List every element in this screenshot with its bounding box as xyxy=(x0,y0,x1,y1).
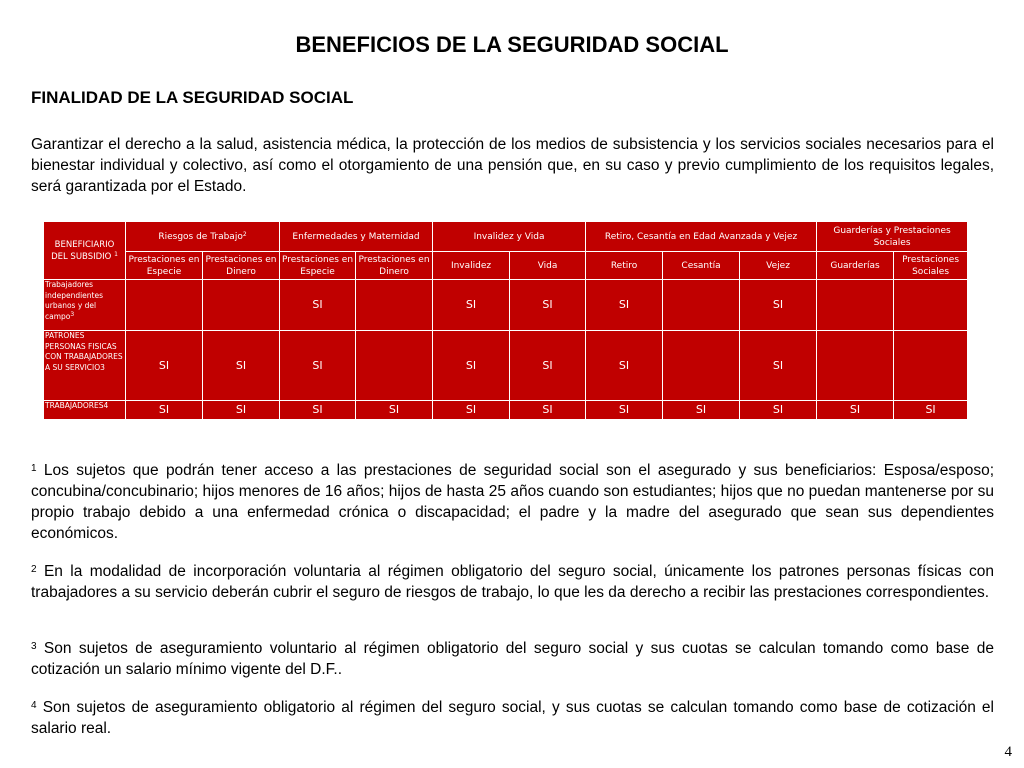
benefit-cell: SI xyxy=(126,401,203,420)
corner-header: BENEFICIARIO DEL SUBSIDIO $^1$ xyxy=(44,222,126,280)
benefit-cell: SI xyxy=(740,280,817,331)
benefit-cell: SI xyxy=(740,401,817,420)
benefit-cell xyxy=(203,280,280,331)
benefit-cell: SI xyxy=(433,401,510,420)
subheader-cell: Prestaciones en Especie xyxy=(280,252,356,280)
group-header: Retiro, Cesantía en Edad Avanzada y Vejez xyxy=(586,222,817,252)
benefit-cell: SI xyxy=(433,280,510,331)
benefit-cell xyxy=(356,280,433,331)
page-title: BENEFICIOS DE LA SEGURIDAD SOCIAL xyxy=(295,32,729,57)
group-header: Enfermedades y Maternidad xyxy=(280,222,433,252)
benefit-cell: SI xyxy=(126,331,203,401)
subheader-cell: Vejez xyxy=(740,252,817,280)
subheader-cell: Guarderías xyxy=(817,252,894,280)
subheader-cell: Prestaciones en Dinero xyxy=(203,252,280,280)
benefit-cell xyxy=(126,280,203,331)
subheader-cell: Prestaciones en Dinero xyxy=(356,252,433,280)
subheader-cell: Vida xyxy=(510,252,586,280)
benefit-cell: SI xyxy=(510,401,586,420)
subheader-cell: Prestaciones en Especie xyxy=(126,252,203,280)
benefit-cell: SI xyxy=(894,401,968,420)
subheader-cell: Invalidez xyxy=(433,252,510,280)
footnote-2: $^2$ En la modalidad de incorporación voluntaria al régimen obligatorio del seguro social, únicamente los patrones personas físicas con trabajadores a su servicio deberán cubrir el seguro de riesgos de trabajo, lo que les da derecho a recibir las prestaciones correspondientes. xyxy=(31,563,995,601)
benefit-cell: SI xyxy=(280,401,356,420)
benefit-cell: SI xyxy=(280,331,356,401)
benefit-cell xyxy=(817,331,894,401)
benefit-cell: SI xyxy=(740,331,817,401)
benefit-cell xyxy=(356,331,433,401)
subheader-cell: Retiro xyxy=(586,252,663,280)
group-header: Riesgos de Trabajo$^2$ xyxy=(126,222,280,252)
footnote-1: $^1$ Los sujetos que podrán tener acceso a las prestaciones de seguridad social son el asegurado y sus beneficiarios: Esposa/esposo; concubina/concubinario; hijos menores de 16 años; hijos de hasta 25 años cuando son estudiantes; hijos que no puedan mantenerse por su propio trabajo debido a una enfermedad crónica o discapacidad; el padre y la madre del asegurado que sean sus dependientes económicos. xyxy=(31,462,994,542)
footnote-4: $^4$ Son sujetos de aseguramiento obligatorio al régimen del seguro social, y sus cuotas se calculan tomando como base de cotización el salario real. xyxy=(31,699,994,737)
benefit-cell: SI xyxy=(203,331,280,401)
benefit-cell: SI xyxy=(280,280,356,331)
benefit-cell: SI xyxy=(663,401,740,420)
benefit-cell: SI xyxy=(817,401,894,420)
row-label: TRABAJADORES4 xyxy=(44,401,126,420)
benefit-cell: SI xyxy=(510,331,586,401)
benefit-cell xyxy=(894,280,968,331)
benefit-cell: SI xyxy=(586,280,663,331)
intro-paragraph: Garantizar el derecho a la salud, asistencia médica, la protección de los medios de subsistencia y los servicios sociales necesarios para el bienestar individual y colectivo, así como el otorgamiento de una pensión que, en su caso y previo cumplimiento de los requisitos legales, será garantizada por el Estado. xyxy=(31,136,994,195)
benefit-cell: SI xyxy=(203,401,280,420)
benefit-cell: SI xyxy=(356,401,433,420)
benefit-cell: SI xyxy=(433,331,510,401)
group-header: Guarderías y Prestaciones Sociales xyxy=(817,222,968,252)
benefits-table xyxy=(43,221,968,420)
row-label: PATRONES PERSONAS FISICAS CON TRABAJADORES A SU SERVICIO3 xyxy=(44,331,126,401)
subheader-cell: Cesantía xyxy=(663,252,740,280)
benefit-cell: SI xyxy=(586,401,663,420)
benefit-cell: SI xyxy=(586,331,663,401)
section-subtitle: FINALIDAD DE LA SEGURIDAD SOCIAL xyxy=(31,88,354,107)
benefit-cell xyxy=(894,331,968,401)
benefit-cell xyxy=(817,280,894,331)
footnote-3: $^3$ Son sujetos de aseguramiento voluntario al régimen obligatorio del seguro social y sus cuotas se calculan tomando como base de cotización un salario mínimo vigente del D.F.. xyxy=(31,640,995,678)
row-label: Trabajadores independientes urbanos y del campo$^3$ xyxy=(44,280,126,331)
benefit-cell xyxy=(663,280,740,331)
group-header: Invalidez y Vida xyxy=(433,222,586,252)
benefit-cell xyxy=(663,331,740,401)
benefit-cell: SI xyxy=(510,280,586,331)
subheader-cell: Prestaciones Sociales xyxy=(894,252,968,280)
page-number: 4 xyxy=(1004,744,1012,760)
